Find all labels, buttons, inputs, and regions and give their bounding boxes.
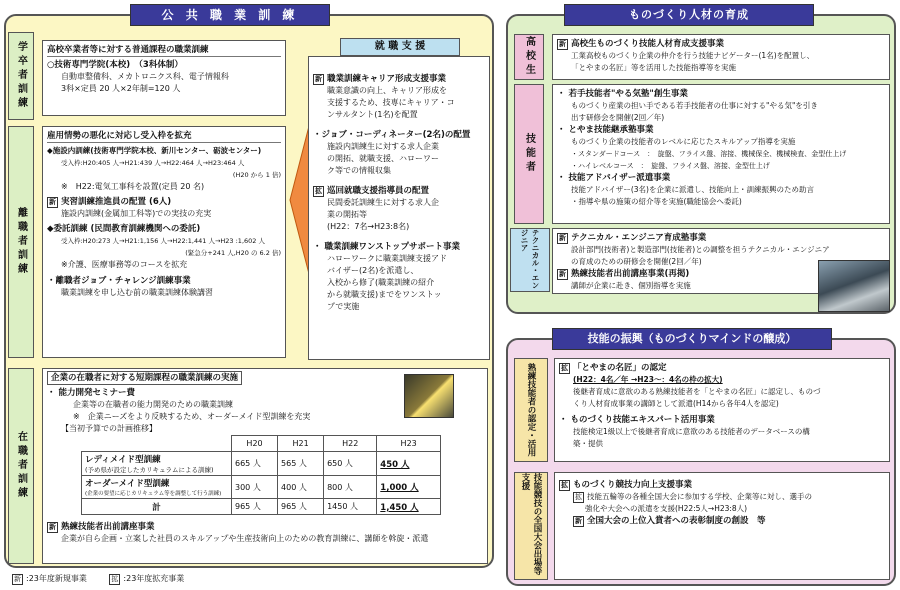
facility-ratio: (H20 から 1 倍) <box>232 171 281 179</box>
courses-line: 自動車整備科、メカトロニクス科、電子情報科 <box>61 72 229 81</box>
welding-photo <box>404 374 454 418</box>
one-stop-l4: から就職支援)までをワンストッ <box>327 290 442 299</box>
outsourced-ratio: (緊急分+241 人,H20 の 6.2 倍) <box>185 249 281 257</box>
capacity-line: 3科×定員 20 人×2年制=120 人 <box>61 84 181 93</box>
meisho-l2: 後継者育成に意欲のある熟練技能者を「とやまの名匠」に認定し、ものづ <box>573 387 821 396</box>
ext-badge: 拡 <box>561 481 568 489</box>
coord-l1: 施設内訓練生に対する求人企業 <box>327 142 439 151</box>
advisor-l2: ・指導や県の施策の紹介等を実施(職能協会へ委託) <box>571 197 742 206</box>
competition-l1: 技能五輪等の各種全国大会に参加する学校、企業等に対し、選手の <box>587 492 812 501</box>
keisho-l1: ものづくり企業の技能者のレベルに応じたスキルアップ指導を実施 <box>571 137 796 146</box>
career-l3: ンサルタント(1名)を配置 <box>327 110 418 119</box>
engineer-heading: テクニカル・エンジニア育成塾事業 <box>571 233 707 243</box>
patrol-l2: 業の開拓等 <box>327 210 367 219</box>
employed-heading: 企業の在職者に対する短期課程の職業訓練の実施 <box>47 371 242 385</box>
ext-badge: 拡 <box>561 364 568 372</box>
job-challenge-desc: 職業訓練を申し込む前の職業訓練体験講習 <box>61 288 213 297</box>
col-h22: H22 <box>324 436 377 452</box>
side-label-unemployed: 離職者訓練 <box>8 126 34 358</box>
lecture-repeat-l1: 講師が企業に赴き、個別指導を実施 <box>571 281 691 290</box>
meisho-l1: (H22：4名／年 →H23～：4名の枠の拡大) <box>573 375 723 384</box>
graduate-heading: 高校卒業者等に対する普通課程の職業訓練 <box>47 44 281 57</box>
new-badge: 新 <box>575 517 582 525</box>
lecture-repeat: 熟練技能者出前講座事業(再掲) <box>571 269 690 279</box>
patrol-l3: (H22：7名→H23:8名) <box>327 222 410 231</box>
legend <box>12 573 184 585</box>
expert: ・ ものづくり技能エキスパート活用事業 <box>559 415 715 425</box>
advisor-l1: 技能アドバイザー(3名)を企業に派遣し、技能向上・訓練振興のため助言 <box>571 185 814 194</box>
engineer-l2: の育成のための研修会を開催(2回／年) <box>571 257 702 266</box>
legend-ext-badge: 拡 <box>111 575 119 583</box>
plan-table-title: 【当初予算での計画推移】 <box>61 424 157 433</box>
one-stop: ・ 職業訓練ワンストップサポート事業 <box>313 242 460 252</box>
yaruki: ・ 若手技能者"やる気塾"創生事業 <box>557 89 688 99</box>
meisho-l3: くり人材育成事業の講師として派遣(H14から各年4人を認定) <box>573 399 779 408</box>
new-badge: 新 <box>559 270 566 278</box>
outsourced-training: ◆委託訓練 (民間教育訓練機関への委託) <box>47 224 201 234</box>
unemployed-heading: 雇用情勢の悪化に対応し受入枠を拡充 <box>47 130 281 143</box>
engineer-l1: 設計部門(技術者)と製造部門(技能者)との調整を担うテクニカル・エンジニア <box>571 245 830 254</box>
new-badge: 新 <box>559 40 566 48</box>
new-badge: 新 <box>559 234 566 242</box>
practice-desc: 施設内訓練(金属加工科等)での実技の充実 <box>61 209 212 218</box>
seminar-note: ※ 企業ニーズをより反映するため、オーダーメイド型訓練を充実 <box>73 412 311 421</box>
yaruki-l2: 出す研修会を開催(2回／年) <box>571 113 665 122</box>
col-h20: H20 <box>232 436 278 452</box>
col-h23: H23 <box>377 436 441 452</box>
certification-box <box>554 358 890 462</box>
patrol-support: 巡回就職支援指導員の配置 <box>327 186 430 196</box>
skilled-lecture-desc: 企業が自ら企画・立案した社員のスキルアップや生産技術向上のための教育訓練に、講師を斡旋・派遣 <box>61 534 429 543</box>
career-support: 職業訓練キャリア形成支援事業 <box>327 74 447 84</box>
job-support-title: 就 職 支 援 <box>340 38 460 56</box>
expert-l1: 技能検定1級以上で後継者育成に意欲のある技能者のデータベースの構 <box>573 427 810 436</box>
workshop-photo <box>818 260 890 312</box>
one-stop-l2: バイザー(2名)を派遣し、 <box>327 266 419 275</box>
job-support-box <box>308 56 490 360</box>
new-badge: 新 <box>49 523 56 531</box>
side-label-students: 高校生 <box>514 34 544 80</box>
one-stop-l3: 入校から修了(職業訓練の紹介 <box>327 278 435 287</box>
graduate-training-box <box>42 40 286 116</box>
student-l2: 「とやまの名匠」等を活用した技能指導等を実施 <box>571 63 736 72</box>
yaruki-l1: ものづくり産業の担い手である若手技能者の仕事に対する"やる気"を引き <box>571 101 818 110</box>
legend-new-badge: 新 <box>14 575 21 583</box>
ext-badge: 拡 <box>575 493 582 501</box>
award-system: 全国大会の上位入賞者への表彰制度の創設 等 <box>587 516 766 526</box>
outsourced-quota: 受入枠:H20:273 人→H21:1,156 人→H22:1,441 人→H23 :1,602 人 <box>61 237 265 245</box>
ext-badge: 拡 <box>315 187 322 195</box>
meisho: 「とやまの名匠」の認定 <box>573 363 667 373</box>
student-box <box>552 34 890 80</box>
side-label-technicians: 技能者 <box>514 84 544 224</box>
legend-ext-text: :23年度拡充事業 <box>123 574 185 583</box>
job-coordinator: ・ジョブ・コーディネーター(2名)の配置 <box>313 130 471 140</box>
job-challenge: ・離職者ジョブ・チャレンジ訓練事業 <box>47 276 191 286</box>
keisho-l3: ・ハイレベルコース ： 旋盤、フライス盤、溶接、金型仕上げ <box>571 162 770 170</box>
monozukuri-title: ものづくり人材の育成 <box>564 4 814 26</box>
career-l1: 職業意識の向上、キャリア形成を <box>327 86 447 95</box>
side-label-certification: 熟練技能者の認定・活用 <box>514 358 548 462</box>
table-row: オーダーメイド型訓練 (企業の要望に応じカリキュラム等を調整して行う訓練) 300 人 400 人 800 人 1,000 人 <box>82 476 441 499</box>
keisho: ・ とやま技能継承塾事業 <box>557 125 654 135</box>
practice-promoter: 実習訓練推進員の配置 (6人) <box>61 197 172 207</box>
one-stop-l1: ハローワークに職業訓練支援アド <box>327 254 447 263</box>
facility-note: ※ H22:電気工事科を設置(定員 20 名) <box>61 182 205 191</box>
one-stop-l5: プで実施 <box>327 302 360 311</box>
competition-l2: 強化や大会への派遣を支援(H22:5人→H23:8人) <box>585 504 748 513</box>
new-badge: 新 <box>49 198 56 206</box>
school-line: ○技術専門学院(本校) （3科体制） <box>47 60 183 70</box>
legend-new-text: :23年度新規事業 <box>26 574 87 583</box>
coord-l2: の開拓、就職支援、ハローワー <box>327 154 439 163</box>
side-label-graduates: 学卒者訓練 <box>8 32 34 120</box>
facility-quota: 受入枠:H20:405 人→H21:439 人→H22:464 人→H23:464 人 <box>61 159 245 167</box>
outsourced-note: ※介護、医療事務等のコースを拡充 <box>61 260 188 269</box>
expert-l2: 築・提供 <box>573 439 603 448</box>
technician-box <box>552 84 890 224</box>
new-badge: 新 <box>315 75 322 83</box>
side-label-competition: 技能競技の全国大会出場等支援 <box>514 472 548 580</box>
public-training-title: 公 共 職 業 訓 練 <box>130 4 330 26</box>
side-label-employed: 在職者訓練 <box>8 368 34 564</box>
plan-table <box>81 435 441 515</box>
skilled-lecture: 熟練技能者出前講座事業 <box>61 522 155 532</box>
keisho-l2: ・スタンダードコース ： 旋盤、フライス盤、溶接、機械保全、機械検査、金型仕上げ <box>571 150 847 158</box>
coord-l3: ク等での情報収集 <box>327 166 391 175</box>
side-label-engineers: テクニカル・エンジニア <box>510 228 550 292</box>
competition-box <box>554 472 890 580</box>
col-h21: H21 <box>278 436 324 452</box>
seminar: ・ 能力開発セミナー費 <box>47 388 135 398</box>
unemployed-training-box <box>42 126 286 358</box>
advisor: ・ 技能アドバイザー派遣事業 <box>557 173 671 183</box>
patrol-l1: 民間委託訓練生に対する求人企 <box>327 198 439 207</box>
career-l2: 支援するため、技専にキャリア・コ <box>327 98 455 107</box>
student-l1: 工業高校ものづくり企業の仲介を行う技能ナビゲーター(1名)を配置し、 <box>571 51 815 60</box>
student-heading: 高校生ものづくり技能人材育成支援事業 <box>571 39 725 49</box>
seminar-desc: 企業等の在職者の能力開発のための職業訓練 <box>73 400 233 409</box>
skill-promotion-title: 技能の振興（ものづくりマインドの醸成） <box>552 328 832 350</box>
competition-support: ものづくり競技力向上支援事業 <box>573 480 693 490</box>
table-row: 計 965 人 965 人 1450 人 1,450 人 <box>82 499 441 515</box>
table-row: レディメイド型訓練 (予め県が設定したカリキュラムによる訓練) 665 人 565 人 650 人 450 人 <box>82 452 441 476</box>
facility-training: ◆施設内訓練(技術専門学院本校、新川センター、砺波センター) <box>47 146 262 155</box>
